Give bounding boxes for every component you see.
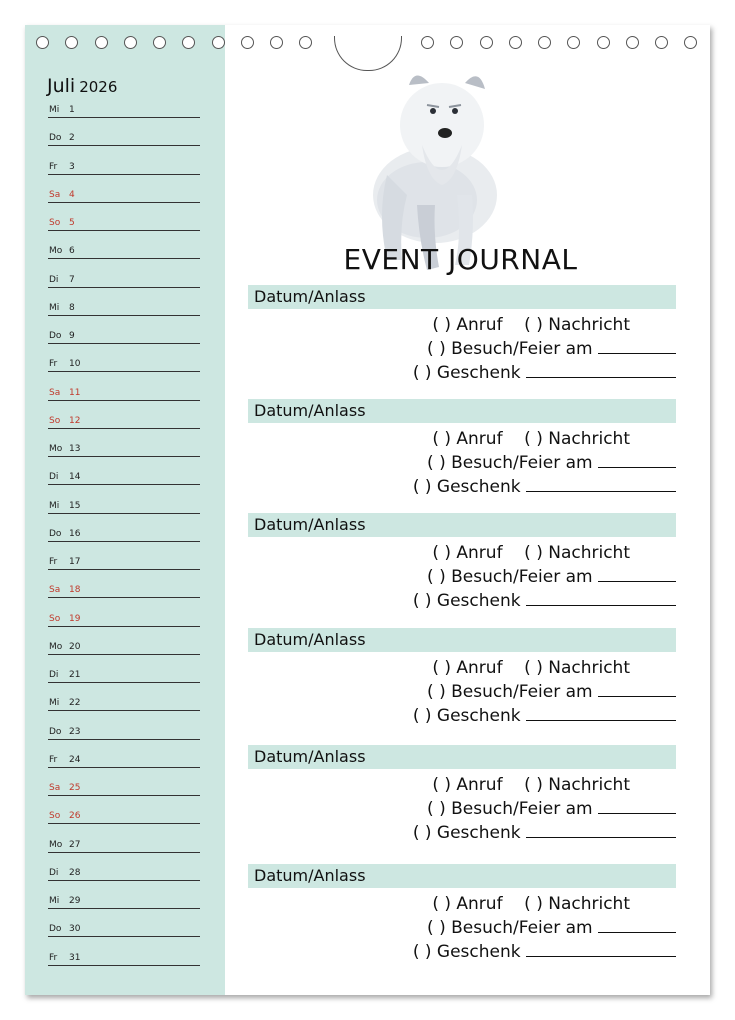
binding-hole	[65, 36, 78, 49]
weekday-label: Do	[49, 528, 62, 539]
day-number: 4	[69, 189, 75, 200]
day-number: 13	[69, 444, 81, 454]
day-number: 18	[69, 585, 81, 596]
call-message-options[interactable]: ( ) Anruf ( ) Nachricht	[432, 894, 630, 914]
call-message-options[interactable]: ( ) Anruf ( ) Nachricht	[432, 775, 630, 795]
dog-illustration	[347, 45, 527, 275]
day-number: 26	[69, 811, 81, 822]
visit-label: ( ) Besuch/Feier am	[427, 453, 593, 473]
gift-blank[interactable]	[526, 823, 676, 838]
weekday-label: Di	[49, 867, 59, 878]
binding-hole	[597, 36, 610, 49]
weekday-label: So	[49, 613, 61, 624]
day-row	[48, 634, 200, 655]
day-number: 1	[69, 105, 75, 115]
visit-party-option[interactable]	[427, 567, 676, 587]
gift-label: ( ) Geschenk	[412, 591, 521, 611]
entry-label[interactable]: Datum/Anlass	[254, 515, 366, 534]
day-number: 2	[69, 133, 75, 144]
weekday-label: Do	[49, 726, 62, 737]
gift-option[interactable]	[413, 706, 676, 726]
entry-label[interactable]: Datum/Anlass	[254, 747, 366, 766]
day-row	[48, 662, 200, 683]
day-number: 8	[69, 302, 75, 313]
day-row	[48, 690, 200, 711]
journal-entry	[248, 513, 676, 623]
day-number: 20	[69, 641, 81, 652]
day-number: 24	[69, 754, 81, 765]
day-row	[48, 945, 200, 966]
day-row	[48, 408, 200, 429]
weekday-label: Mo	[49, 839, 63, 850]
gift-blank[interactable]	[526, 477, 676, 492]
binding-hole	[626, 36, 639, 49]
day-row	[48, 464, 200, 485]
day-row	[48, 267, 200, 288]
binding-hole	[153, 36, 166, 49]
weekday-label: Fr	[49, 952, 58, 963]
gift-option[interactable]	[413, 823, 676, 843]
visit-party-option[interactable]	[427, 799, 676, 819]
weekday-label: Di	[49, 472, 59, 483]
day-number: 11	[69, 387, 81, 398]
day-row	[48, 521, 200, 542]
weekday-label: Fr	[49, 161, 58, 172]
entry-header-bar	[248, 285, 676, 309]
weekday-label: Mo	[49, 444, 63, 454]
day-row	[48, 125, 200, 146]
gift-label: ( ) Geschenk	[412, 477, 521, 497]
day-row	[48, 747, 200, 768]
day-number: 22	[69, 698, 81, 709]
journal-entry	[248, 628, 676, 738]
day-number: 14	[69, 472, 81, 483]
weekday-label: Sa	[49, 387, 61, 398]
binding-hole	[684, 36, 697, 49]
weekday-label: Mi	[49, 500, 60, 511]
entry-label[interactable]: Datum/Anlass	[254, 630, 366, 649]
day-row	[48, 775, 200, 796]
visit-label: ( ) Besuch/Feier am	[427, 799, 593, 819]
gift-blank[interactable]	[526, 591, 676, 606]
gift-label: ( ) Geschenk	[412, 363, 521, 383]
day-row	[48, 295, 200, 316]
day-row	[48, 182, 200, 203]
weekday-label: Sa	[49, 783, 61, 793]
day-row	[48, 436, 200, 457]
weekday-label: Di	[49, 670, 59, 680]
entry-label[interactable]: Datum/Anlass	[254, 401, 366, 420]
day-number: 15	[69, 500, 81, 511]
visit-date-blank[interactable]	[598, 453, 676, 468]
weekday-label: Fr	[49, 754, 58, 765]
visit-date-blank[interactable]	[598, 567, 676, 582]
day-number: 3	[69, 161, 75, 172]
call-message-options[interactable]: ( ) Anruf ( ) Nachricht	[432, 658, 630, 678]
visit-party-option[interactable]	[427, 918, 676, 938]
journal-entry	[248, 745, 676, 855]
day-number: 6	[69, 246, 75, 257]
call-message-options[interactable]: ( ) Anruf ( ) Nachricht	[432, 315, 630, 335]
weekday-label: Di	[49, 274, 59, 285]
visit-date-blank[interactable]	[598, 918, 676, 933]
gift-option[interactable]	[413, 477, 676, 497]
gift-label: ( ) Geschenk	[412, 823, 521, 843]
visit-label: ( ) Besuch/Feier am	[427, 682, 593, 702]
day-row	[48, 238, 200, 259]
call-message-options[interactable]: ( ) Anruf ( ) Nachricht	[432, 429, 630, 449]
day-row	[48, 154, 200, 175]
year: 2026	[79, 78, 118, 96]
binding-hole	[655, 36, 668, 49]
entry-label[interactable]: Datum/Anlass	[254, 287, 366, 306]
gift-blank[interactable]	[526, 363, 676, 378]
day-row	[48, 323, 200, 344]
visit-party-option[interactable]	[427, 453, 676, 473]
day-row	[48, 916, 200, 937]
month-heading	[47, 75, 117, 97]
gift-option[interactable]	[413, 591, 676, 611]
journal-title: EVENT JOURNAL	[343, 243, 578, 276]
binding-hole	[182, 36, 195, 49]
day-number: 17	[69, 557, 81, 567]
day-number: 9	[69, 331, 75, 341]
gift-label: ( ) Geschenk	[412, 706, 521, 726]
weekday-label: Do	[49, 133, 62, 144]
day-number: 23	[69, 726, 81, 737]
weekday-label: Do	[49, 331, 62, 341]
day-row	[48, 719, 200, 740]
visit-party-option[interactable]	[427, 682, 676, 702]
day-number: 7	[69, 274, 75, 285]
binding-hole	[270, 36, 283, 49]
weekday-label: So	[49, 415, 61, 426]
weekday-label: Sa	[49, 189, 61, 200]
gift-blank[interactable]	[526, 942, 676, 957]
entry-label[interactable]: Datum/Anlass	[254, 866, 366, 885]
weekday-label: Mi	[49, 698, 60, 709]
day-row	[48, 832, 200, 853]
day-number: 30	[69, 924, 81, 935]
day-number: 28	[69, 867, 81, 878]
visit-date-blank[interactable]	[598, 799, 676, 814]
day-sidebar	[25, 25, 225, 995]
gift-option[interactable]	[413, 942, 676, 962]
calendar-page	[25, 25, 710, 995]
weekday-label: Fr	[49, 557, 58, 567]
binding-hole	[212, 36, 225, 49]
day-number: 12	[69, 415, 81, 426]
weekday-label: Mo	[49, 246, 63, 257]
day-row	[48, 888, 200, 909]
day-number: 5	[69, 218, 75, 228]
journal-entry	[248, 864, 676, 974]
binding-hole	[538, 36, 551, 49]
day-row	[48, 380, 200, 401]
day-row	[48, 549, 200, 570]
binding-hole	[241, 36, 254, 49]
day-number: 29	[69, 896, 81, 906]
weekday-label: So	[49, 811, 61, 822]
visit-party-option[interactable]	[427, 339, 676, 359]
gift-blank[interactable]	[526, 706, 676, 721]
visit-label: ( ) Besuch/Feier am	[427, 339, 593, 359]
binding-hole	[124, 36, 137, 49]
day-row	[48, 606, 200, 627]
binding-hole	[36, 36, 49, 49]
gift-option[interactable]	[413, 363, 676, 383]
weekday-label: Mi	[49, 302, 60, 313]
weekday-label: Fr	[49, 359, 58, 370]
month-name: Juli	[47, 75, 76, 97]
weekday-label: So	[49, 218, 61, 228]
weekday-label: Mi	[49, 105, 60, 115]
day-number: 19	[69, 613, 81, 624]
day-number: 27	[69, 839, 81, 850]
entry-header-bar	[248, 628, 676, 652]
entry-header-bar	[248, 513, 676, 537]
visit-date-blank[interactable]	[598, 682, 676, 697]
visit-label: ( ) Besuch/Feier am	[427, 918, 593, 938]
day-row	[48, 210, 200, 231]
binding-hole	[299, 36, 312, 49]
entry-header-bar	[248, 399, 676, 423]
visit-label: ( ) Besuch/Feier am	[427, 567, 593, 587]
entry-header-bar	[248, 745, 676, 769]
binding-hole	[95, 36, 108, 49]
day-row	[48, 97, 200, 118]
weekday-label: Mi	[49, 896, 60, 906]
weekday-label: Sa	[49, 585, 61, 596]
day-number: 31	[69, 952, 81, 963]
gift-label: ( ) Geschenk	[412, 942, 521, 962]
journal-entry	[248, 399, 676, 509]
day-row	[48, 577, 200, 598]
day-row	[48, 860, 200, 881]
day-row	[48, 493, 200, 514]
day-row	[48, 351, 200, 372]
visit-date-blank[interactable]	[598, 339, 676, 354]
day-row	[48, 803, 200, 824]
journal-entry	[248, 285, 676, 395]
weekday-label: Do	[49, 924, 62, 935]
binding-hole	[567, 36, 580, 49]
day-number: 16	[69, 528, 81, 539]
call-message-options[interactable]: ( ) Anruf ( ) Nachricht	[432, 543, 630, 563]
weekday-label: Mo	[49, 641, 63, 652]
day-number: 25	[69, 783, 81, 793]
day-number: 10	[69, 359, 81, 370]
entry-header-bar	[248, 864, 676, 888]
day-number: 21	[69, 670, 81, 680]
